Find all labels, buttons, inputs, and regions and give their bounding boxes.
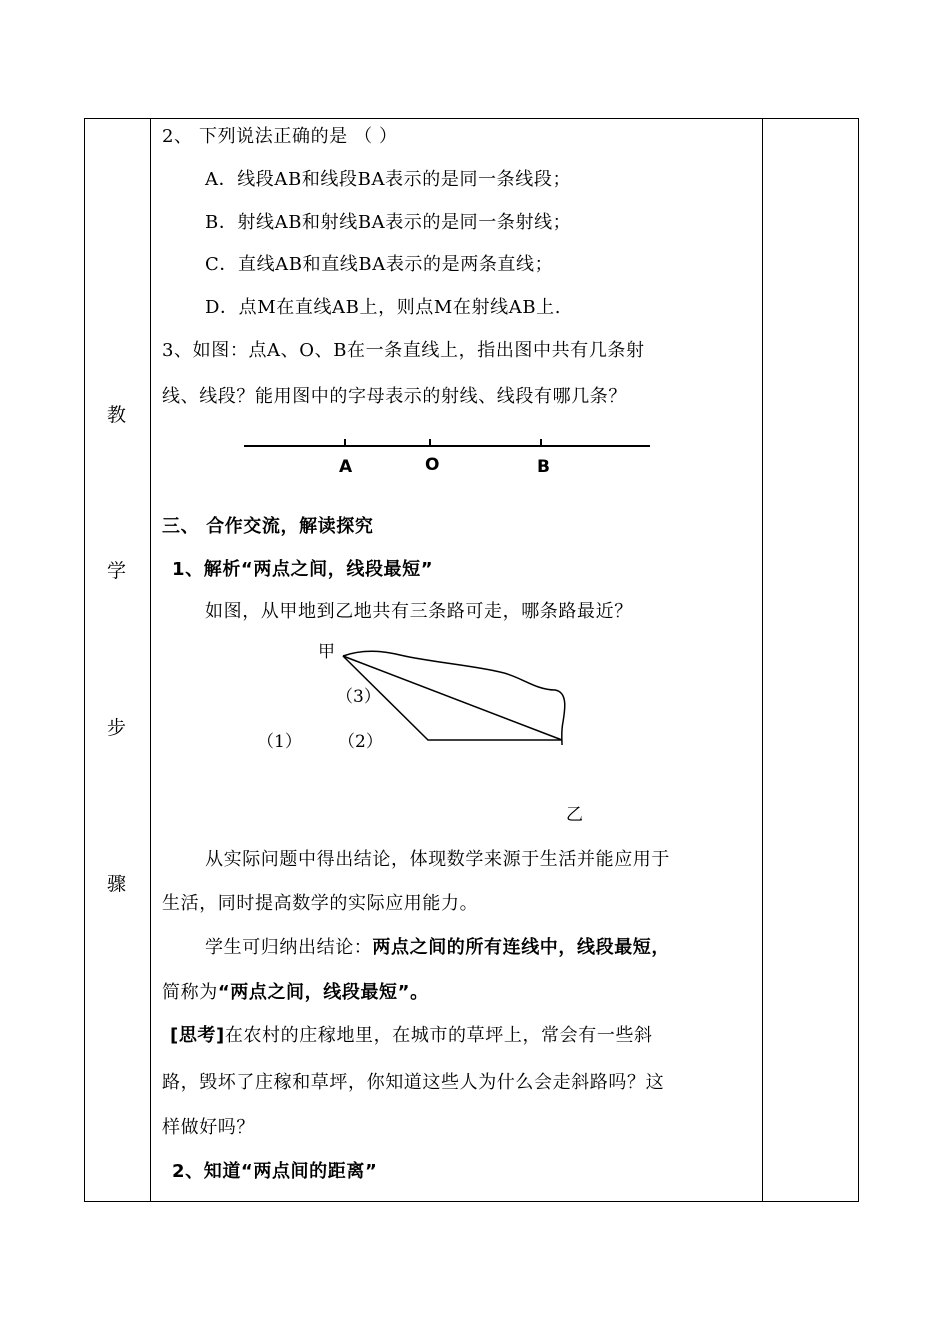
think-line	[170, 1021, 653, 1047]
option-b: B．射线AB和射线BA表示的是同一条射线；	[205, 212, 572, 233]
summary-bold: 两点之间的所有连线中，线段最短，	[372, 937, 671, 958]
think-text: 在农村的庄稼地里，在城市的草坪上，常会有一些斜	[224, 1025, 653, 1046]
option-d: D．点M在直线AB上，则点M在射线AB上.	[205, 297, 562, 318]
side-label-char: 学	[107, 560, 127, 582]
subheading-2: 2、知道“两点间的距离”	[172, 1161, 378, 1182]
subheading-1: 1、解析“两点之间，线段最短”	[172, 559, 434, 580]
question-3-line: 线、线段？能用图中的字母表示的射线、线段有哪几条？	[162, 386, 627, 407]
question-2-stem: 2、 下列说法正确的是 （ ）	[162, 126, 398, 147]
summary-plain: 简称为	[162, 982, 218, 1003]
conclusion-paragraph-line: 从实际问题中得出结论，体现数学来源于生活并能应用于	[205, 849, 670, 870]
route-2-label: （2）	[338, 732, 383, 752]
side-label-char: 步	[107, 717, 127, 739]
think-tag: [思考]	[170, 1025, 225, 1046]
summary-bold-quote: “两点之间，线段最短”。	[217, 982, 429, 1003]
summary-prefix: 学生可归纳出结论：	[205, 937, 373, 958]
section-heading: 三、 合作交流，解读探究	[162, 516, 374, 537]
conclusion-paragraph-line: 生活，同时提高数学的实际应用能力。	[162, 893, 479, 914]
side-label-char: 骤	[107, 873, 127, 895]
point-b-label: B	[537, 457, 550, 477]
summary-line	[205, 933, 670, 959]
think-line: 样做好吗？	[162, 1117, 255, 1138]
route-question: 如图，从甲地到乙地共有三条路可走，哪条路最近？	[205, 601, 633, 622]
route-3-label: （3）	[336, 687, 381, 707]
summary-line	[162, 978, 429, 1004]
place-end-label: 乙	[566, 805, 583, 825]
question-3-line: 3、如图：点A、O、B在一条直线上，指出图中共有几条射	[162, 340, 645, 361]
place-start-label: 甲	[318, 642, 335, 662]
point-o-label: O	[425, 455, 440, 475]
route-1-label: （1）	[257, 732, 302, 752]
think-line: 路，毁坏了庄稼和草坪，你知道这些人为什么会走斜路吗？这	[162, 1072, 665, 1093]
point-a-label: A	[339, 457, 353, 477]
option-c: C．直线AB和直线BA表示的是两条直线；	[205, 254, 554, 275]
side-label-char: 教	[107, 404, 127, 426]
option-a: A．线段AB和线段BA表示的是同一条线段；	[205, 169, 572, 190]
